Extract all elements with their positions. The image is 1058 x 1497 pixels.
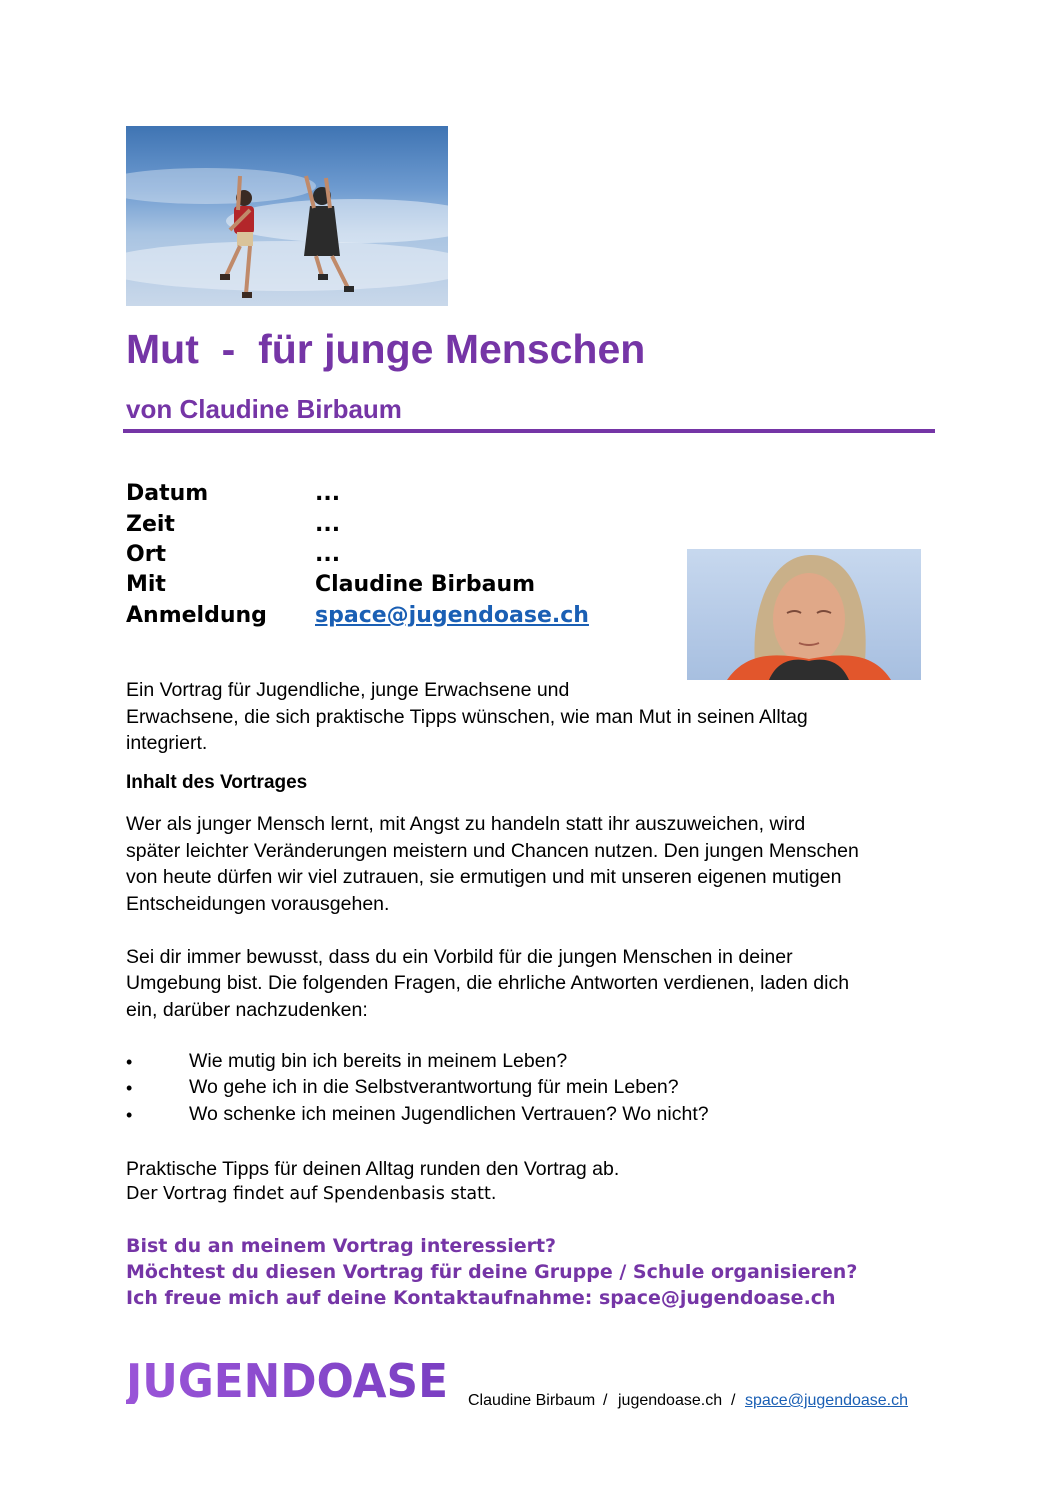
jugendoase-logo	[126, 1354, 448, 1404]
hero-photo	[126, 126, 448, 306]
section-heading: Inhalt des Vortrages	[126, 772, 308, 793]
paragraph-1-line: Wer als junger Mensch lernt, mit Angst zu handeln statt ihr auszuweichen, wird	[126, 813, 806, 835]
bullet-marker: •	[126, 1078, 133, 1098]
paragraph-2-line: Sei dir immer bewusst, dass du ein Vorbild für die jungen Menschen in deiner	[126, 946, 793, 968]
title-divider	[123, 429, 935, 433]
bullet-item: Wie mutig bin ich bereits in meinem Leben?	[189, 1050, 568, 1072]
cta-line-2: Möchtest du diesen Vortrag für deine Gruppe / Schule organisieren?	[126, 1261, 858, 1283]
portrait-illustration	[687, 549, 921, 680]
info-value-datum: ...	[315, 481, 341, 506]
info-value-ort: ...	[315, 542, 341, 567]
donation-note: Der Vortrag findet auf Spendenbasis statt.	[126, 1184, 497, 1204]
paragraph-1-line: Entscheidungen vorausgehen.	[126, 893, 390, 915]
info-label-datum: Datum	[126, 481, 209, 506]
jumping-people-illustration	[126, 126, 448, 306]
jugendoase-logo-graphic	[126, 1354, 448, 1404]
portrait-photo	[687, 549, 921, 680]
paragraph-2-line: Umgebung bist. Die folgenden Fragen, die ehrliche Antworten verdienen, laden dich	[126, 972, 850, 994]
intro-line-1: Ein Vortrag für Jugendliche, junge Erwachsene und	[126, 679, 570, 701]
intro-line-3: integriert.	[126, 732, 208, 754]
info-value-zeit: ...	[315, 512, 341, 537]
paragraph-1-line: später leichter Veränderungen meistern und Chancen nutzen. Den jungen Menschen	[126, 840, 859, 862]
paragraph-2-line: ein, darüber nachzudenken:	[126, 999, 368, 1021]
footer-separator: /	[603, 1392, 608, 1409]
info-label-ort: Ort	[126, 542, 167, 567]
footer-name: Claudine Birbaum	[468, 1392, 596, 1409]
bullet-item: Wo gehe ich in die Selbstverantwortung für mein Leben?	[189, 1076, 679, 1098]
page-subtitle: von Claudine Birbaum	[126, 394, 402, 424]
info-label-mit: Mit	[126, 572, 166, 597]
info-label-zeit: Zeit	[126, 512, 175, 537]
page-title: Mut - für junge Menschen	[126, 326, 646, 372]
bullet-item: Wo schenke ich meinen Jugendlichen Vertrauen? Wo nicht?	[189, 1103, 709, 1125]
info-label-anmeldung: Anmeldung	[126, 603, 267, 628]
cta-line-3: Ich freue mich auf deine Kontaktaufnahme: space@jugendoase.ch	[126, 1287, 836, 1309]
logo-wordmark: JUGENDOASE	[126, 1354, 448, 1404]
cta-line-1: Bist du an meinem Vortrag interessiert?	[126, 1235, 557, 1257]
paragraph-1-line: von heute dürfen wir viel zutrauen, sie ermutigen und mit unseren eigenen mutigen	[126, 866, 842, 888]
bullet-marker: •	[126, 1105, 133, 1125]
footer-email-link[interactable]: space@jugendoase.ch	[745, 1392, 909, 1409]
closing-text: Praktische Tipps für deinen Alltag runden den Vortrag ab.	[126, 1158, 620, 1180]
info-value-mit: Claudine Birbaum	[315, 572, 536, 597]
footer-separator: /	[731, 1392, 736, 1409]
footer-site: jugendoase.ch	[618, 1392, 723, 1409]
bullet-marker: •	[126, 1052, 133, 1072]
intro-line-2: Erwachsene, die sich praktische Tipps wünschen, wie man Mut in seinen Alltag	[126, 706, 808, 728]
registration-email-link[interactable]: space@jugendoase.ch	[315, 603, 589, 628]
